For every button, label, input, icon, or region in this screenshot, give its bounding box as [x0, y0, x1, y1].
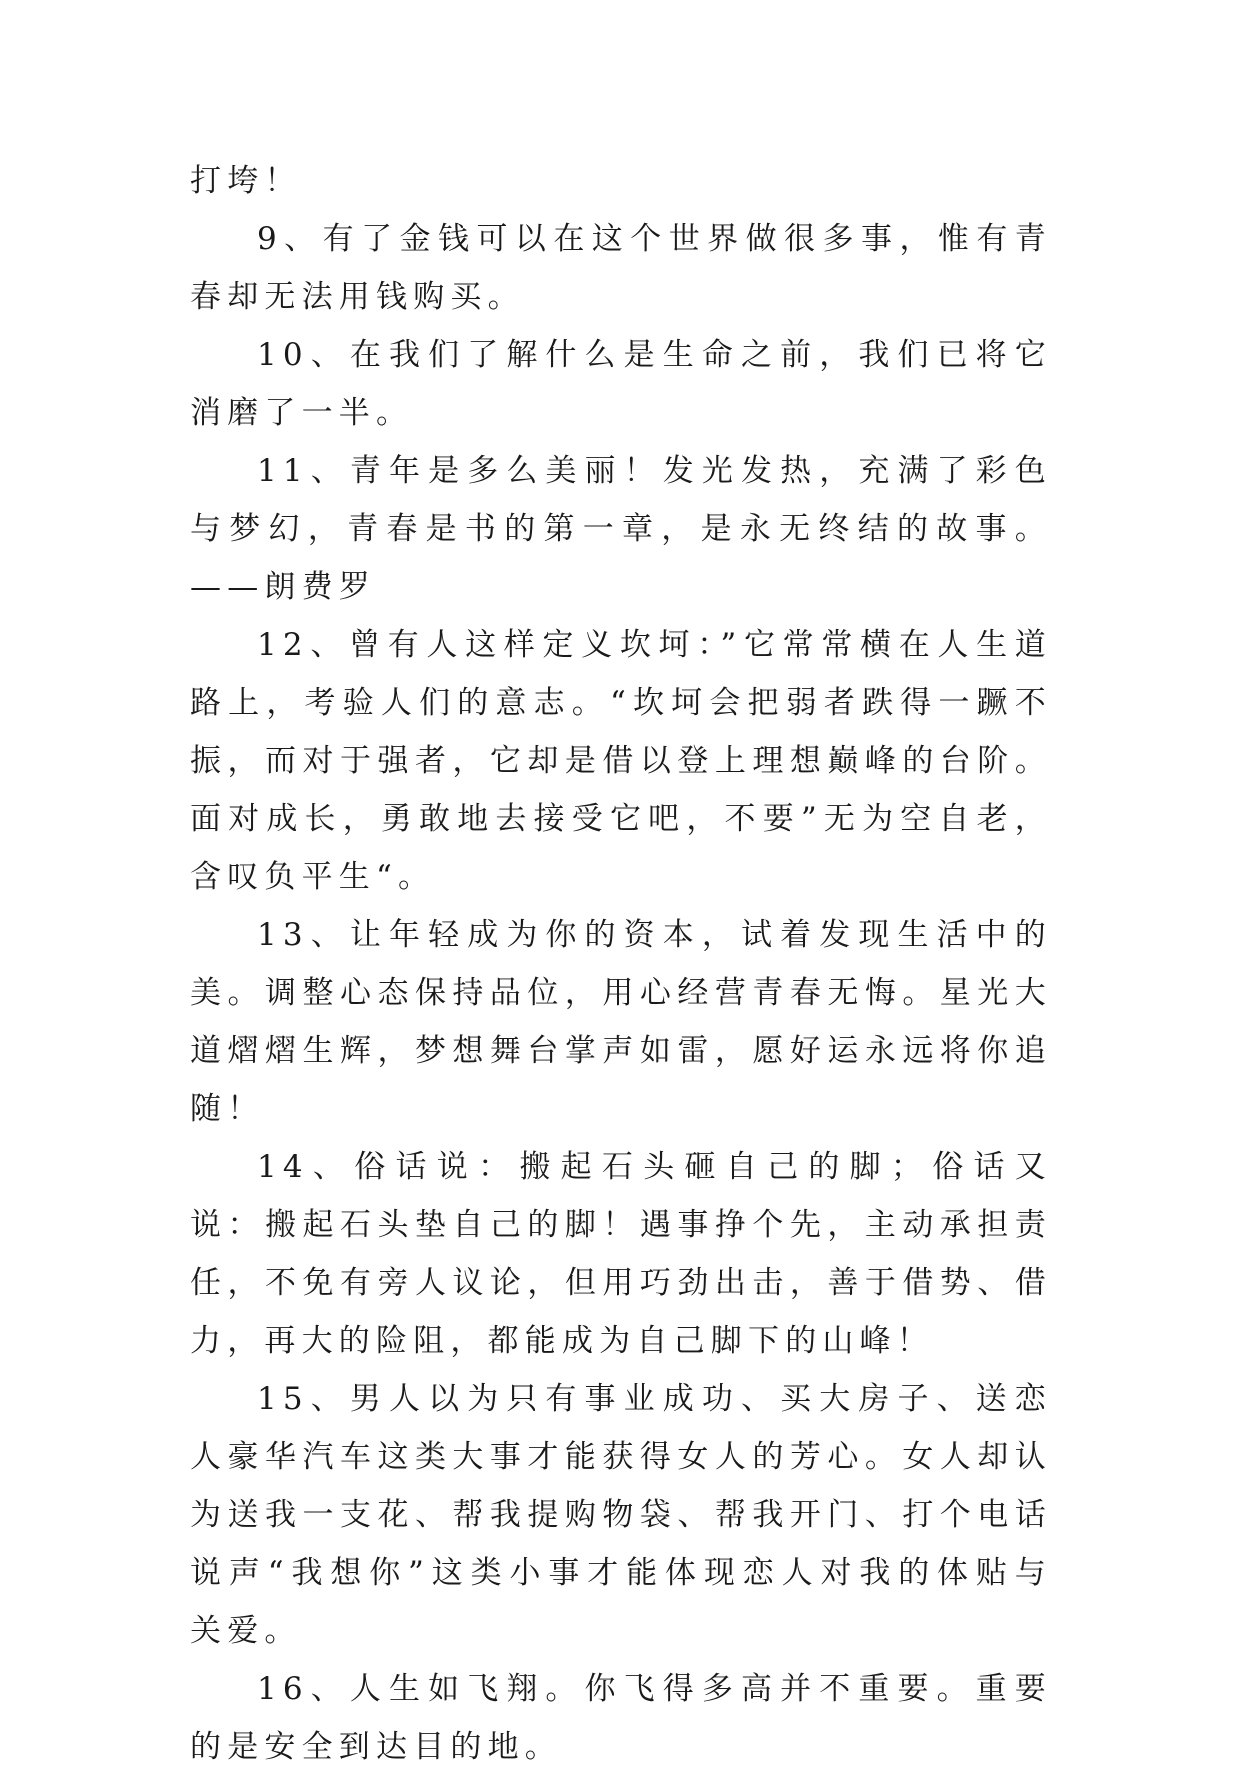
paragraph-item-16: 16、人生如飞翔。你飞得多高并不重要。重要的是安全到达目的地。	[190, 1671, 1052, 1765]
paragraph-item-10: 10、在我们了解什么是生命之前，我们已将它消磨了一半。	[190, 337, 1052, 431]
document-body	[190, 152, 1052, 1776]
paragraph-item-9: 9、有了金钱可以在这个世界做很多事，惟有青春却无法用钱购买。	[190, 221, 1052, 315]
paragraph-item-15: 15、男人以为只有事业成功、买大房子、送恋人豪华汽车这类大事才能获得女人的芳心。女人却认为送我一支花、帮我提购物袋、帮我开门、打个电话说声“我想你”这类小事才能体现恋人对我的体贴与关爱。	[190, 1381, 1052, 1649]
paragraph-item-13: 13、让年轻成为你的资本，试着发现生活中的美。调整心态保持品位，用心经营青春无悔。星光大道熠熠生辉，梦想舞台掌声如雷，愿好运永远将你追随！	[190, 917, 1052, 1127]
paragraph-continuation: 打垮！	[190, 163, 302, 199]
paragraph-item-14: 14、俗话说：搬起石头砸自己的脚；俗话又说：搬起石头垫自己的脚！遇事挣个先，主动承担责任，不免有旁人议论，但用巧劲出击，善于借势、借力，再大的险阻，都能成为自己脚下的山峰！	[190, 1149, 1052, 1359]
paragraph-item-12: 12、曾有人这样定义坎坷：”它常常横在人生道路上，考验人们的意志。“坎坷会把弱者跌得一蹶不振，而对于强者，它却是借以登上理想巅峰的台阶。面对成长，勇敢地去接受它吧，不要”无为空自老，含叹负平生“。	[190, 627, 1052, 895]
paragraph-item-11: 11、青年是多么美丽！发光发热，充满了彩色与梦幻，青春是书的第一章，是永无终结的故事。——朗费罗	[190, 453, 1052, 605]
